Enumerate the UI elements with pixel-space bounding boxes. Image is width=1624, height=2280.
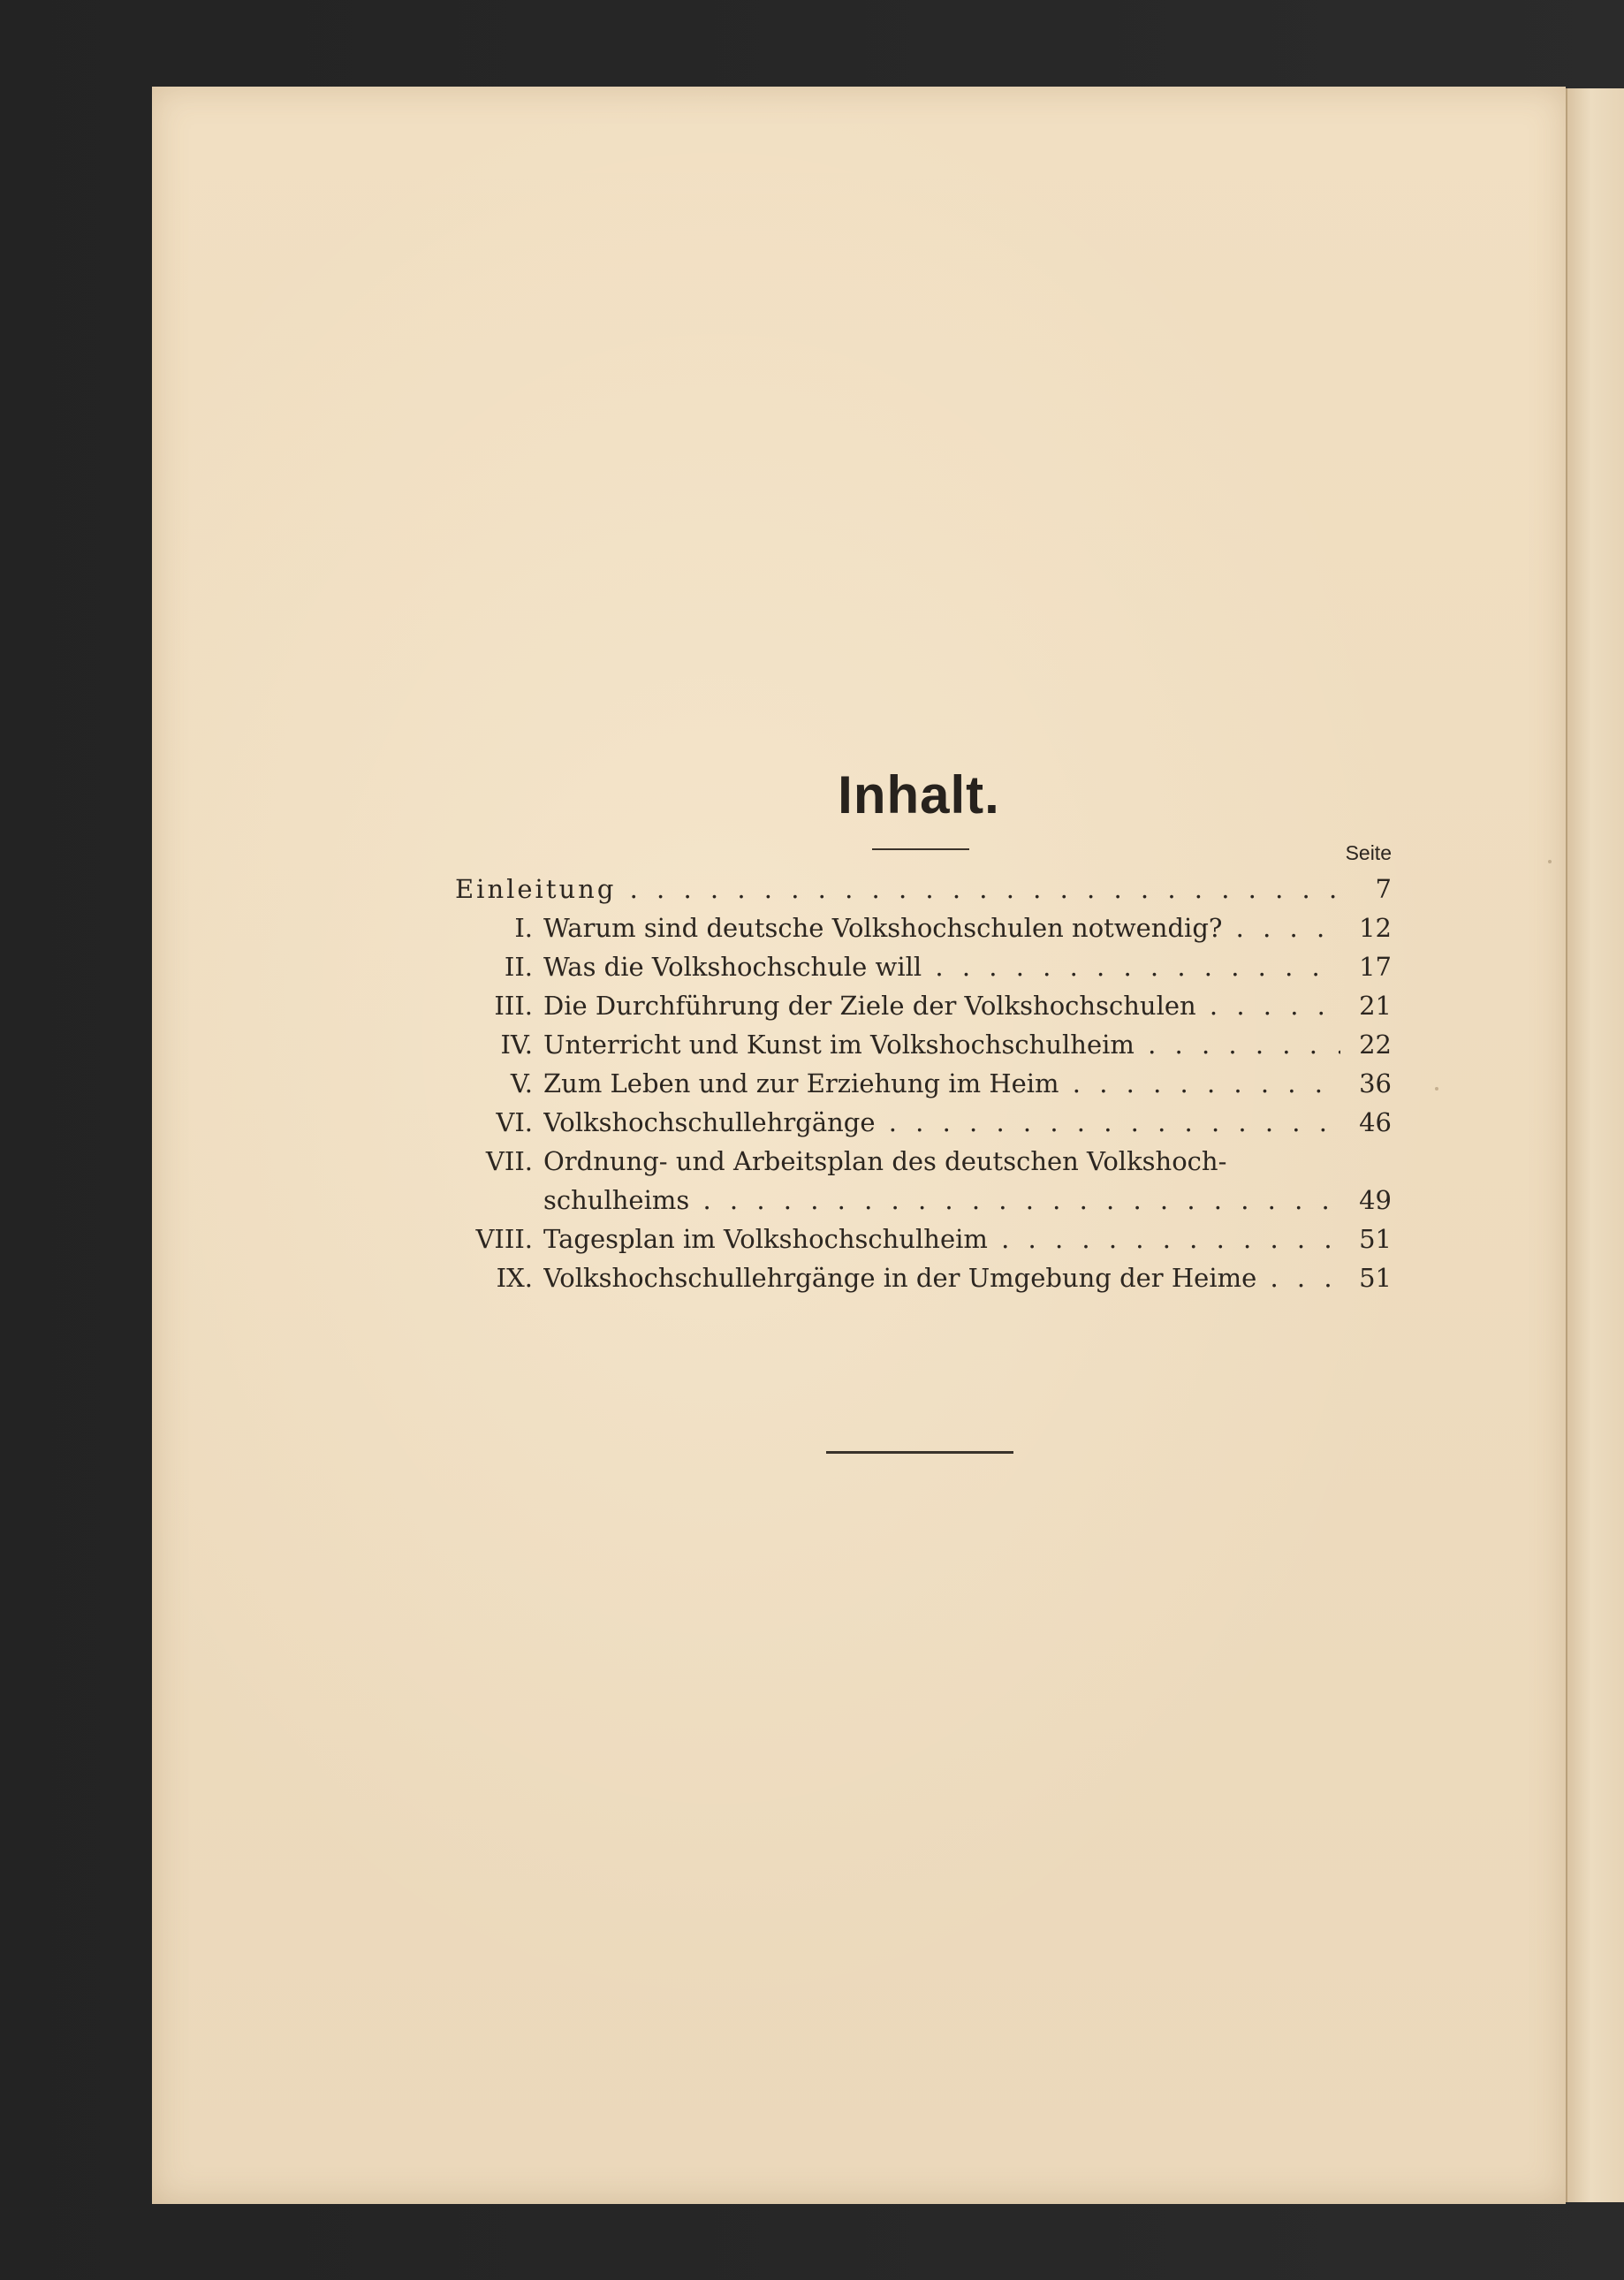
toc-entry-number: VIII. [475,1224,533,1254]
toc-entry-label: Die Durchführung der Ziele der Volkshochschulen . . . [543,991,1340,1021]
toc-entry-page: 46 [1359,1107,1392,1137]
toc-entry-label: Volkshochschullehrgänge . . . [543,1107,1340,1137]
table-of-contents [455,765,1392,1302]
toc-entry-page: 51 [1359,1263,1392,1293]
toc-entry-continuation [455,1185,1392,1224]
toc-entry-page: 49 [1359,1185,1392,1215]
toc-entry [455,1263,1392,1302]
toc-entry [455,1146,1392,1185]
adjacent-page-edge [1566,88,1624,2202]
toc-entry-label: Unterricht und Kunst im Volkshochschulheim . . . [543,1030,1340,1060]
toc-entry-page: 12 [1359,913,1392,943]
toc-entry-number: VI. [496,1107,533,1137]
toc-entry-number: IX. [496,1263,533,1293]
toc-entry-label: Volkshochschullehrgänge in der Umgebung der Heime . . . [543,1263,1340,1293]
toc-entry-label: Ordnung- und Arbeitsplan des deutschen Volkshoch- [543,1146,1227,1176]
toc-entry-number: IV. [500,1030,533,1060]
toc-entry-label: Zum Leben und zur Erziehung im Heim . . . [543,1068,1340,1098]
toc-entry [455,1068,1392,1107]
toc-entry [455,1107,1392,1146]
toc-entry-page: 51 [1359,1224,1392,1254]
toc-entry [455,1030,1392,1068]
paper-speck [1435,1087,1438,1091]
toc-entry-number: II. [504,952,533,982]
toc-entry [455,991,1392,1030]
paper-speck [1548,860,1552,863]
toc-entry-number: VII. [485,1146,533,1176]
toc-entry-label-continuation: schulheims . . . [543,1185,1340,1215]
toc-entry-number: V. [510,1068,533,1098]
toc-entry [455,913,1392,952]
toc-entry-page: 21 [1359,991,1392,1021]
page-column-label: Seite [1345,841,1392,864]
toc-entry-number: I. [514,913,533,943]
toc-list [455,874,1392,1302]
toc-entry-page: 36 [1359,1068,1392,1098]
toc-entry-page: 17 [1359,952,1392,982]
toc-entry-label: Was die Volkshochschule will . . . [543,952,1340,982]
toc-entry [455,952,1392,991]
toc-entry [455,1224,1392,1263]
toc-entry-page: 22 [1359,1030,1392,1060]
toc-entry-label: Einleitung . . . [455,874,1340,904]
toc-entry-page: 7 [1375,874,1392,904]
page-title: Inhalt. [838,765,1000,825]
toc-entry-label: Tagesplan im Volkshochschulheim . . . [543,1224,1340,1254]
toc-entry-number: III. [494,991,533,1021]
toc-entry-label: Warum sind deutsche Volkshochschulen notwendig? . . . [543,913,1340,943]
toc-entry [455,874,1392,913]
closing-divider [826,1451,1013,1454]
